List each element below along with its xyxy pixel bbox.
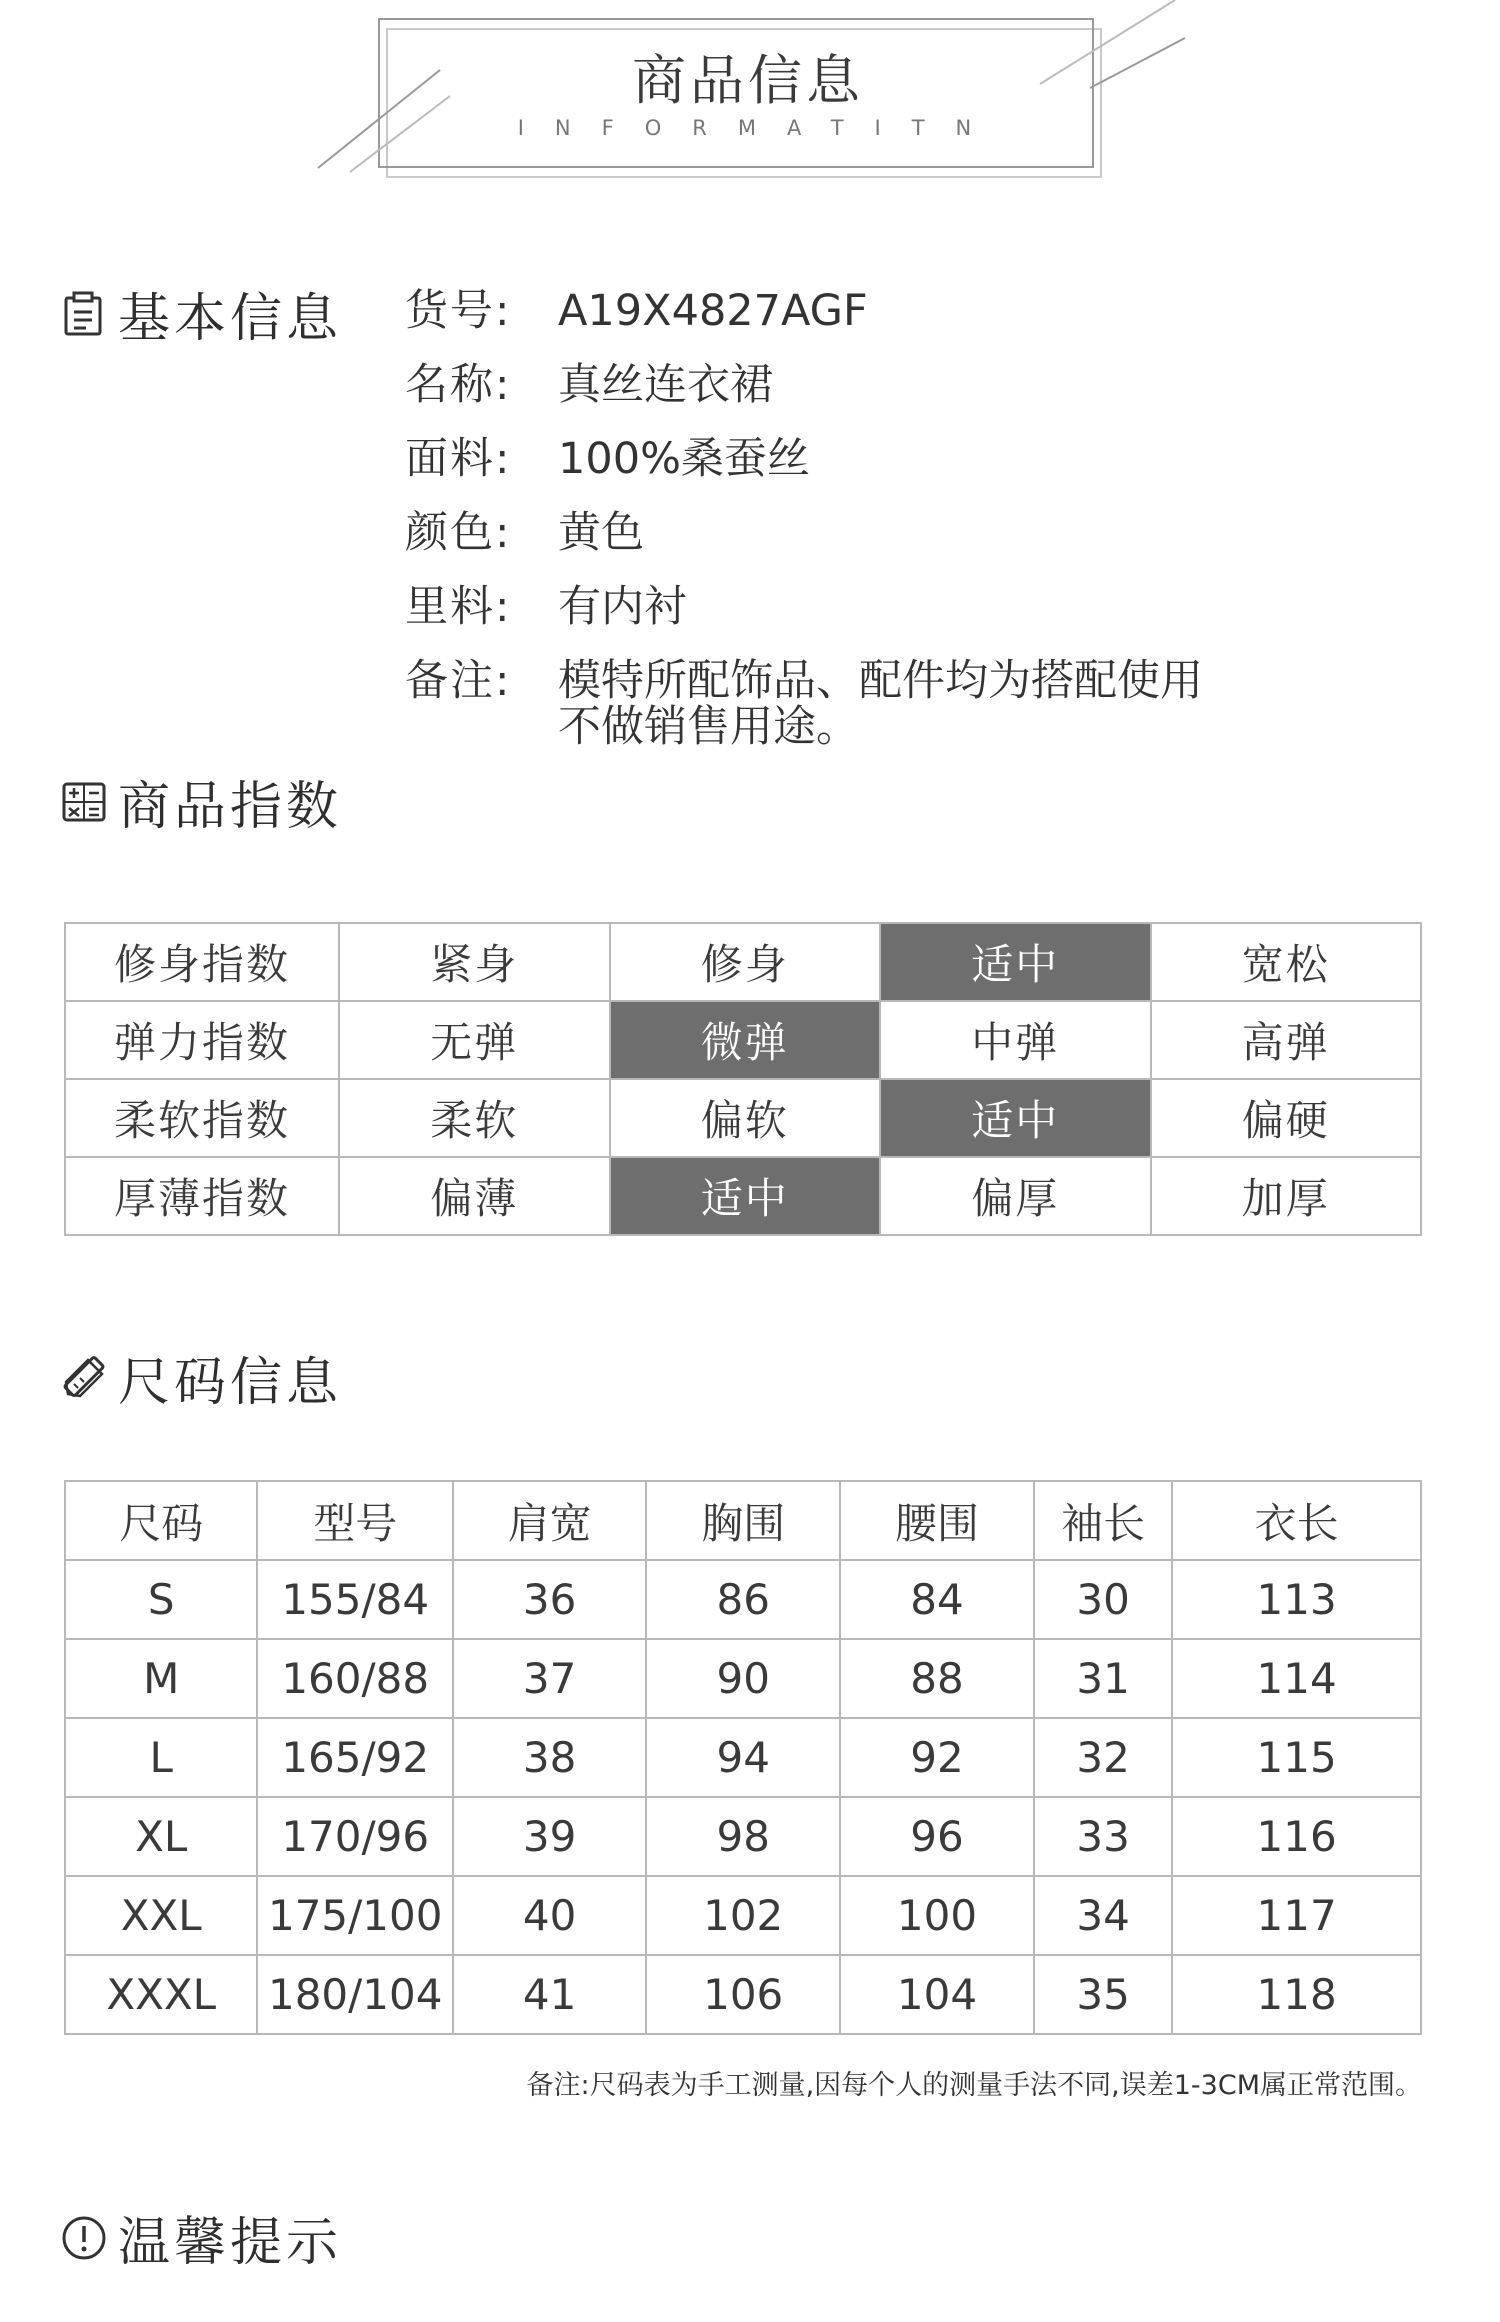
header-title: 商品信息 xyxy=(632,49,864,112)
index-label: 柔软指数 xyxy=(65,1079,339,1157)
size-cell: 84 xyxy=(840,1560,1034,1639)
size-cell: 118 xyxy=(1172,1955,1421,2034)
size-row xyxy=(65,1560,1421,1639)
info-value: 真丝连衣裙 xyxy=(558,360,773,410)
index-option: 紧身 xyxy=(339,923,610,1001)
size-cell: 31 xyxy=(1034,1639,1172,1718)
remark-line-2: 不做销售用途。 xyxy=(558,702,859,752)
size-table xyxy=(64,1480,1422,2035)
ruler-pencil-icon xyxy=(60,1354,108,1402)
header-subtitle: INFORMATITN xyxy=(517,116,1003,140)
size-cell: 155/84 xyxy=(257,1560,453,1639)
info-key: 备注: xyxy=(405,656,512,706)
size-cell: 170/96 xyxy=(257,1797,453,1876)
info-value xyxy=(558,644,1425,750)
size-cell: M xyxy=(65,1639,257,1718)
size-cell: 165/92 xyxy=(257,1718,453,1797)
size-cell: L xyxy=(65,1718,257,1797)
size-cell: 35 xyxy=(1034,1955,1172,2034)
size-cell: 86 xyxy=(646,1560,840,1639)
size-cell: 114 xyxy=(1172,1639,1421,1718)
remark-line-1: 模特所配饰品、配件均为搭配使用 xyxy=(558,656,1203,706)
info-key: 名称: xyxy=(405,360,512,410)
size-row xyxy=(65,1955,1421,2034)
size-row xyxy=(65,1876,1421,1955)
info-row-color xyxy=(405,496,1425,570)
size-cell: XXL xyxy=(65,1876,257,1955)
index-option: 无弹 xyxy=(339,1001,610,1079)
size-cell: 92 xyxy=(840,1718,1034,1797)
index-option: 偏软 xyxy=(610,1079,881,1157)
size-cell: 175/100 xyxy=(257,1876,453,1955)
size-header-cell: 腰围 xyxy=(840,1481,1034,1560)
info-row-sku xyxy=(405,274,1425,348)
section-basic-info xyxy=(60,276,342,351)
index-option: 中弹 xyxy=(880,1001,1151,1079)
size-cell: 115 xyxy=(1172,1718,1421,1797)
size-note: 备注:尺码表为手工测量,因每个人的测量手法不同,误差1-3CM属正常范围。 xyxy=(526,2070,1422,2101)
size-row xyxy=(65,1639,1421,1718)
size-header-cell: 尺码 xyxy=(65,1481,257,1560)
index-option-selected: 适中 xyxy=(880,1079,1151,1157)
size-cell: 34 xyxy=(1034,1876,1172,1955)
size-cell: XXXL xyxy=(65,1955,257,2034)
clipboard-icon xyxy=(60,290,108,338)
size-cell: 96 xyxy=(840,1797,1034,1876)
size-cell: 33 xyxy=(1034,1797,1172,1876)
size-cell: 32 xyxy=(1034,1718,1172,1797)
size-cell: 113 xyxy=(1172,1560,1421,1639)
size-cell: 39 xyxy=(453,1797,646,1876)
info-key: 里料: xyxy=(405,582,512,632)
exclamation-circle-icon xyxy=(60,2214,108,2262)
size-header-row xyxy=(65,1481,1421,1560)
size-cell: 160/88 xyxy=(257,1639,453,1718)
size-row xyxy=(65,1718,1421,1797)
section-title: 温馨提示 xyxy=(118,2213,343,2273)
info-row-lining xyxy=(405,570,1425,644)
index-option: 偏薄 xyxy=(339,1157,610,1235)
size-header-cell: 袖长 xyxy=(1034,1481,1172,1560)
section-index xyxy=(60,764,342,839)
size-row xyxy=(65,1797,1421,1876)
index-label: 厚薄指数 xyxy=(65,1157,339,1235)
info-value: 黄色 xyxy=(558,508,644,558)
size-cell: 37 xyxy=(453,1639,646,1718)
size-cell: 41 xyxy=(453,1955,646,2034)
index-row xyxy=(65,1079,1421,1157)
info-value: 有内衬 xyxy=(558,582,687,632)
size-header-cell: 型号 xyxy=(257,1481,453,1560)
size-cell: 88 xyxy=(840,1639,1034,1718)
info-row-fabric xyxy=(405,422,1425,496)
index-option: 偏厚 xyxy=(880,1157,1151,1235)
size-cell: 98 xyxy=(646,1797,840,1876)
size-cell: 38 xyxy=(453,1718,646,1797)
info-row-name xyxy=(405,348,1425,422)
index-option-selected: 微弹 xyxy=(610,1001,881,1079)
size-cell: 100 xyxy=(840,1876,1034,1955)
size-cell: 94 xyxy=(646,1718,840,1797)
index-option: 柔软 xyxy=(339,1079,610,1157)
index-option: 修身 xyxy=(610,923,881,1001)
info-row-remark xyxy=(405,644,1425,750)
info-value: A19X4827AGF xyxy=(558,286,868,336)
info-value: 100%桑蚕丝 xyxy=(558,434,810,484)
index-row xyxy=(65,1001,1421,1079)
section-title: 尺码信息 xyxy=(118,1353,343,1413)
size-cell: 40 xyxy=(453,1876,646,1955)
index-row xyxy=(65,1157,1421,1235)
index-table xyxy=(64,922,1422,1236)
size-cell: 116 xyxy=(1172,1797,1421,1876)
index-option-selected: 适中 xyxy=(880,923,1151,1001)
size-cell: 90 xyxy=(646,1639,840,1718)
size-cell: 104 xyxy=(840,1955,1034,2034)
size-header-cell: 肩宽 xyxy=(453,1481,646,1560)
info-key: 面料: xyxy=(405,434,512,484)
section-title: 基本信息 xyxy=(118,289,343,349)
size-cell: 102 xyxy=(646,1876,840,1955)
section-tips xyxy=(60,2200,342,2275)
calculator-icon xyxy=(60,778,108,826)
index-option-selected: 适中 xyxy=(610,1157,881,1235)
size-header-cell: 衣长 xyxy=(1172,1481,1421,1560)
size-cell: XL xyxy=(65,1797,257,1876)
size-cell: 106 xyxy=(646,1955,840,2034)
size-cell: 36 xyxy=(453,1560,646,1639)
info-key: 颜色: xyxy=(405,508,512,558)
index-label: 修身指数 xyxy=(65,923,339,1001)
index-label: 弹力指数 xyxy=(65,1001,339,1079)
size-cell: 180/104 xyxy=(257,1955,453,2034)
basic-info-list xyxy=(405,274,1425,750)
size-cell: S xyxy=(65,1560,257,1639)
index-option: 偏硬 xyxy=(1151,1079,1422,1157)
index-option: 高弹 xyxy=(1151,1001,1422,1079)
index-option: 宽松 xyxy=(1151,923,1422,1001)
size-cell: 117 xyxy=(1172,1876,1421,1955)
section-title: 商品指数 xyxy=(118,777,343,837)
size-header-cell: 胸围 xyxy=(646,1481,840,1560)
size-cell: 30 xyxy=(1034,1560,1172,1639)
section-size xyxy=(60,1340,342,1415)
info-key: 货号: xyxy=(405,286,512,336)
index-option: 加厚 xyxy=(1151,1157,1422,1235)
index-row xyxy=(65,923,1421,1001)
